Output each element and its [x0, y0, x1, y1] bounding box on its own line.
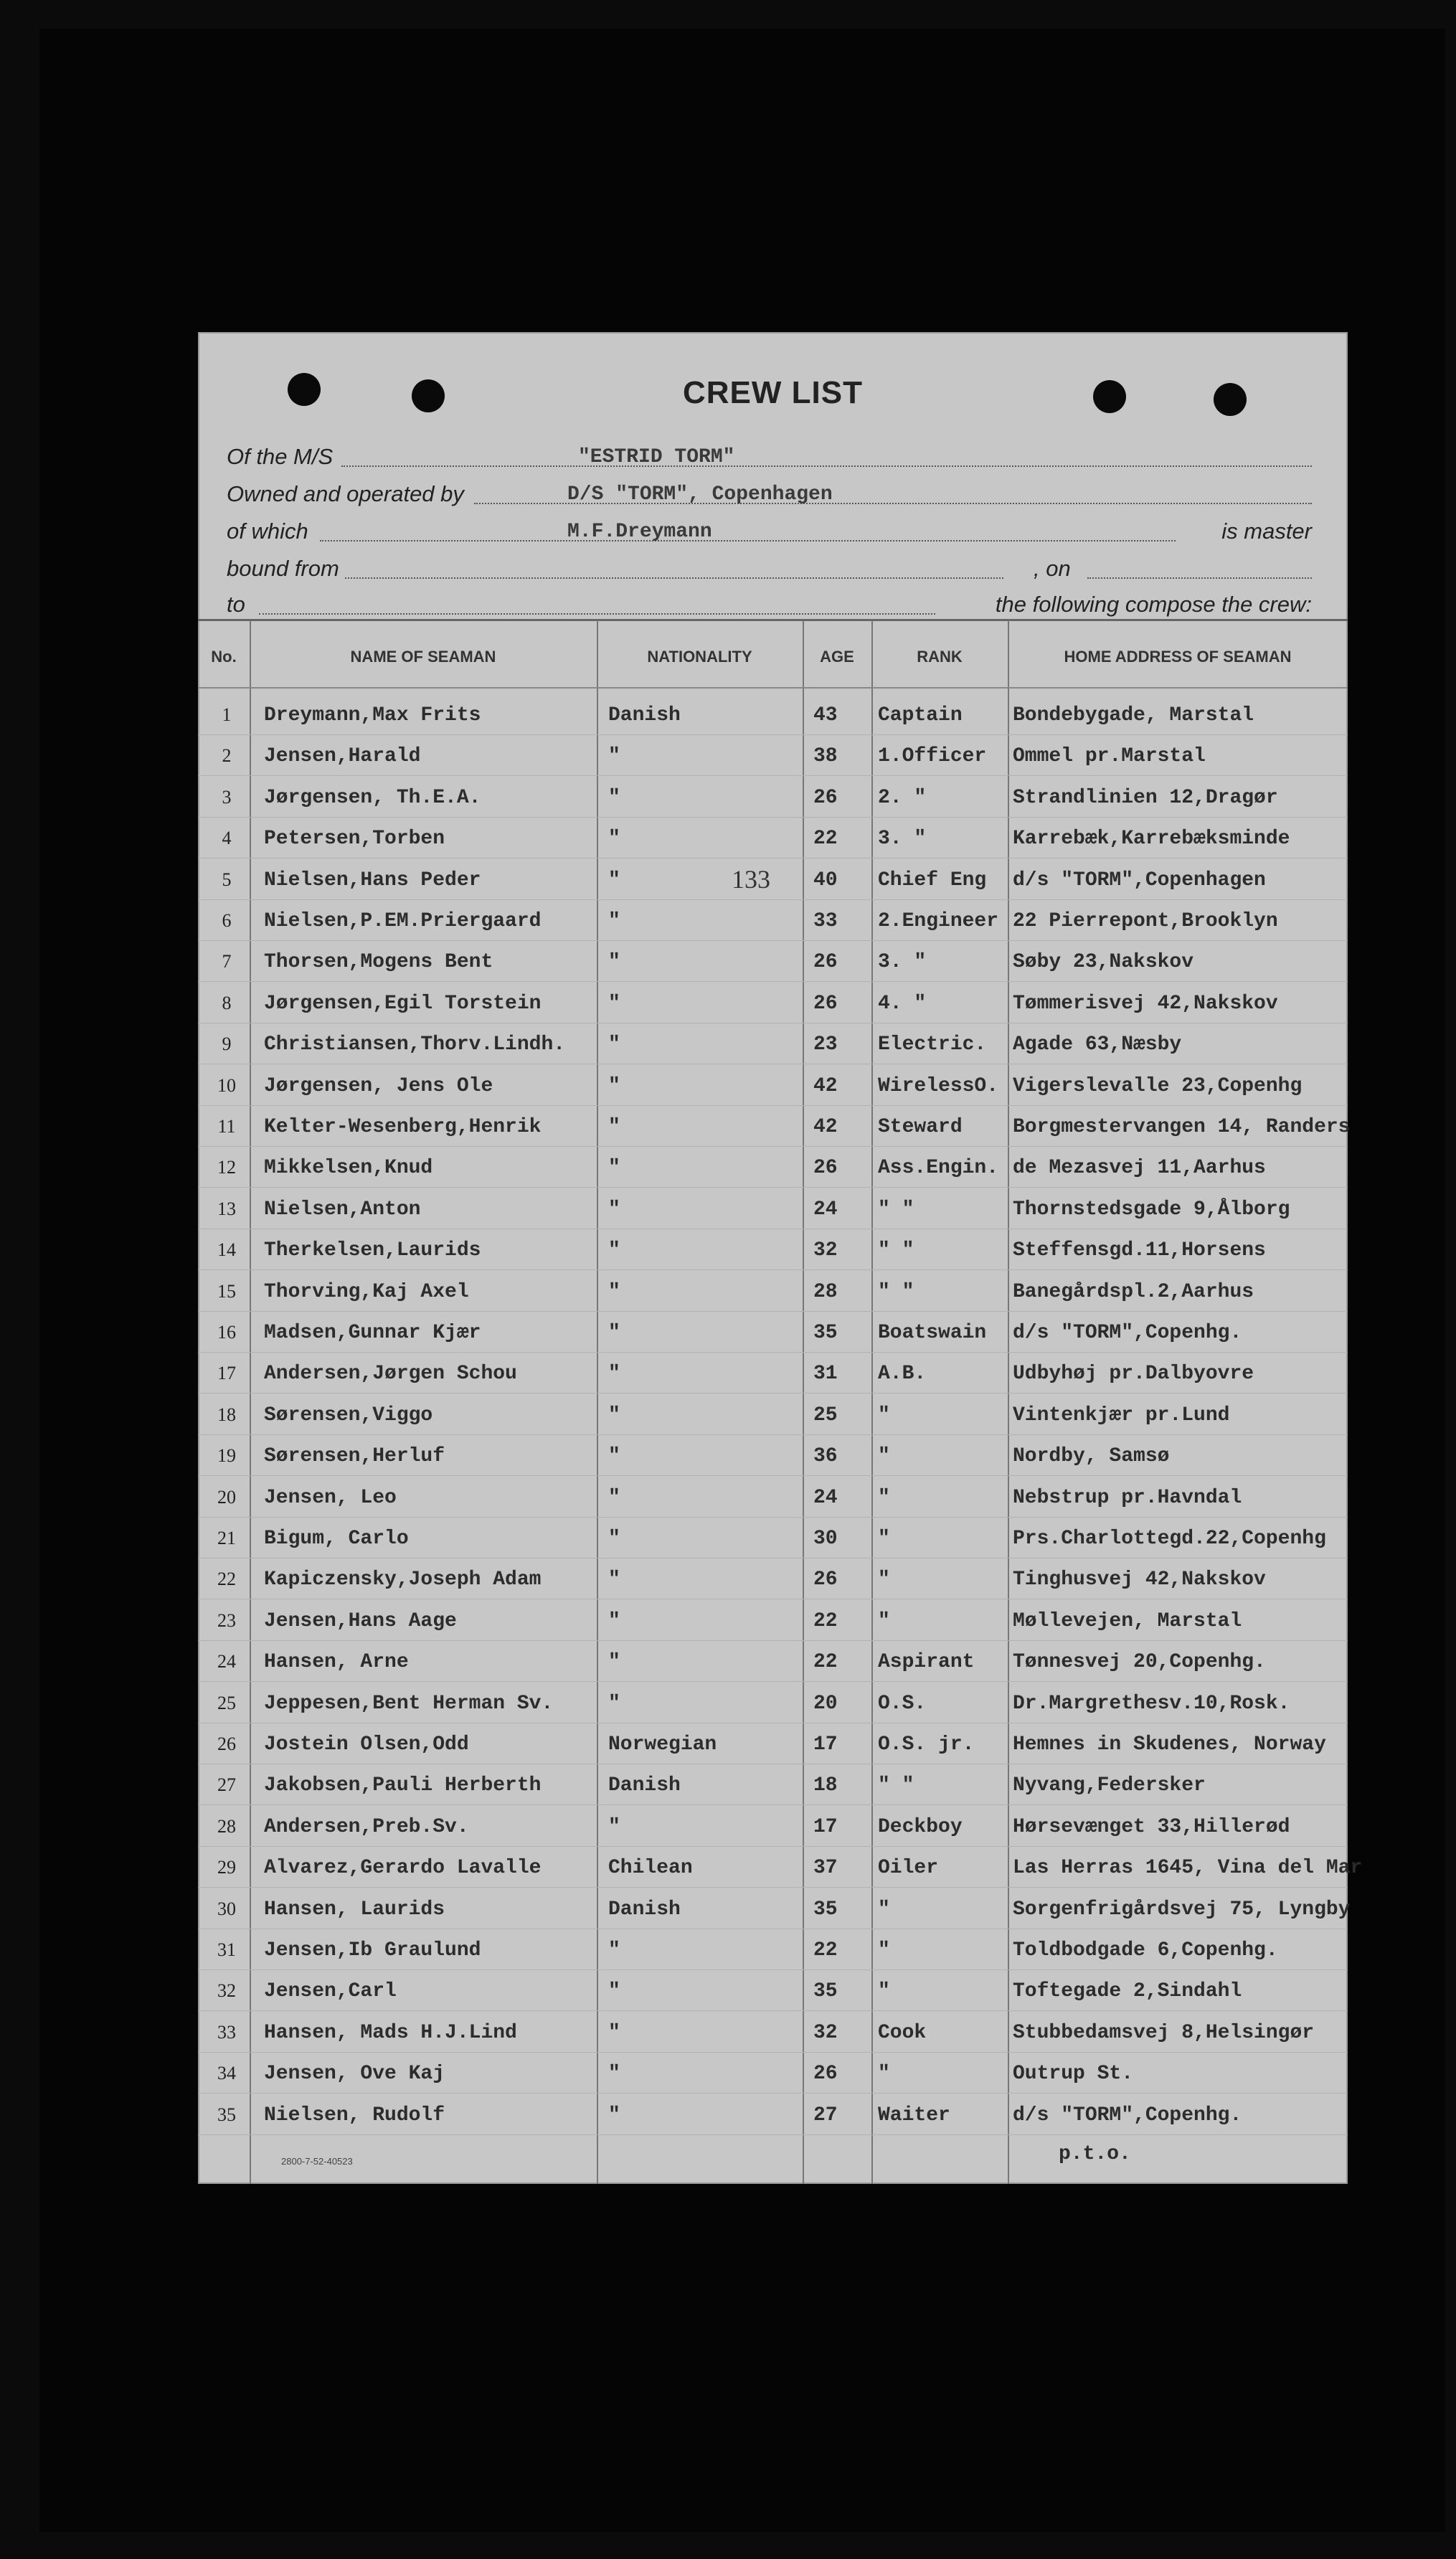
cell-age: 22 — [813, 1610, 838, 1632]
cell-no: 12 — [217, 1157, 236, 1178]
col-no: No. — [211, 648, 237, 666]
cell-rank: Cook — [878, 2022, 927, 2044]
cell-rank: Steward — [878, 1116, 963, 1138]
cell-rank: " — [878, 1487, 890, 1509]
cell-nationality: " — [608, 745, 620, 767]
cell-age: 35 — [813, 1980, 838, 2002]
cell-name: Jørgensen, Th.E.A. — [264, 787, 481, 809]
cell-address: Dr.Margrethesv.10,Rosk. — [1013, 1693, 1290, 1715]
cell-nationality: " — [608, 1487, 620, 1509]
cell-address: Hemnes in Skudenes, Norway — [1013, 1733, 1326, 1756]
cell-rank: Electric. — [878, 1033, 987, 1056]
table-row — [198, 1435, 1348, 1476]
cell-name: Jensen,Carl — [264, 1980, 397, 2002]
cell-no: 30 — [217, 1898, 236, 1919]
cell-nationality: " — [608, 1610, 620, 1632]
cell-address: Hørsevænget 33,Hillerød — [1013, 1816, 1290, 1838]
cell-age: 26 — [813, 951, 838, 973]
cell-no: 4 — [222, 828, 232, 848]
cell-nationality: " — [608, 1281, 620, 1303]
cell-address: Agade 63,Næsby — [1013, 1033, 1182, 1056]
cell-nationality: " — [608, 869, 620, 891]
cell-age: 26 — [813, 993, 838, 1015]
table-row — [198, 1641, 1348, 1682]
table-row — [198, 735, 1348, 776]
cell-rank: Oiler — [878, 1857, 939, 1879]
cell-name: Jensen, Leo — [264, 1487, 397, 1509]
cell-name: Hansen, Arne — [264, 1651, 409, 1673]
cell-name: Jørgensen, Jens Ole — [264, 1075, 493, 1097]
dotted-line — [341, 465, 1312, 467]
cell-nationality: " — [608, 910, 620, 932]
cell-rank: 2.Engineer — [878, 910, 999, 932]
cell-address: Tønnesvej 20,Copenhg. — [1013, 1651, 1266, 1673]
cell-no: 34 — [217, 2063, 236, 2083]
cell-address: Tømmerisvej 42,Nakskov — [1013, 993, 1278, 1015]
cell-nationality: " — [608, 1239, 620, 1262]
cell-no: 23 — [217, 1610, 236, 1631]
cell-rank: O.S. jr. — [878, 1733, 975, 1756]
cell-address: Strandlinien 12,Dragør — [1013, 787, 1278, 809]
cell-nationality: " — [608, 1322, 620, 1344]
cell-no: 5 — [222, 869, 232, 890]
ms-value: "ESTRID TORM" — [578, 446, 735, 468]
table-row — [198, 1188, 1348, 1229]
cell-nationality: " — [608, 1033, 620, 1056]
cell-name: Jensen,Hans Aage — [264, 1610, 457, 1632]
form-number: 2800-7-52-40523 — [281, 2156, 353, 2167]
cell-address: Borgmestervangen 14, Randers — [1013, 1116, 1351, 1138]
table-row — [198, 900, 1348, 941]
cell-address: d/s "TORM",Copenhagen — [1013, 869, 1266, 891]
cell-address: Ommel pr.Marstal — [1013, 745, 1206, 767]
cell-name: Alvarez,Gerardo Lavalle — [264, 1857, 542, 1879]
cell-age: 31 — [813, 1363, 838, 1385]
cell-address: d/s "TORM",Copenhg. — [1013, 1322, 1242, 1344]
cell-no: 10 — [217, 1075, 236, 1096]
cell-no: 26 — [217, 1733, 236, 1754]
cell-address: Outrup St. — [1013, 2063, 1134, 2085]
cell-rank: " — [878, 1404, 890, 1427]
table-row — [198, 1312, 1348, 1353]
cell-age: 27 — [813, 2104, 838, 2127]
table-row — [198, 983, 1348, 1023]
cell-nationality: " — [608, 2022, 620, 2044]
cell-address: Banegårdspl.2,Aarhus — [1013, 1281, 1254, 1303]
cell-nationality: Danish — [608, 704, 681, 727]
cell-name: Kapiczensky,Joseph Adam — [264, 1569, 542, 1591]
cell-nationality: " — [608, 1445, 620, 1467]
master-tail: is master — [1221, 519, 1312, 544]
cell-address: Steffensgd.11,Horsens — [1013, 1239, 1266, 1262]
cell-name: Nielsen, Rudolf — [264, 2104, 445, 2127]
cell-nationality: Chilean — [608, 1857, 693, 1879]
cell-nationality: " — [608, 951, 620, 973]
cell-no: 22 — [217, 1569, 236, 1589]
cell-nationality: Norwegian — [608, 1733, 717, 1756]
cell-name: Jostein Olsen,Odd — [264, 1733, 469, 1756]
cell-rank: 1.Officer — [878, 745, 987, 767]
cell-address: Toldbodgade 6,Copenhg. — [1013, 1939, 1278, 1962]
cell-nationality: " — [608, 1157, 620, 1179]
cell-address: Bondebygade, Marstal — [1013, 704, 1254, 727]
cell-no: 35 — [217, 2104, 236, 2125]
cell-no: 24 — [217, 1651, 236, 1672]
cell-address: Toftegade 2,Sindahl — [1013, 1980, 1242, 2002]
cell-rank: Chief Eng — [878, 869, 987, 891]
cell-rank: " — [878, 1610, 890, 1632]
to-line — [227, 587, 1312, 623]
cell-address: Nyvang,Federsker — [1013, 1774, 1206, 1797]
dotted-line — [345, 577, 1003, 579]
cell-name: Bigum, Carlo — [264, 1528, 409, 1550]
col-name: NAME OF SEAMAN — [350, 648, 496, 666]
cell-address: Stubbedamsvej 8,Helsingør — [1013, 2022, 1315, 2044]
cell-name: Nielsen,Anton — [264, 1198, 421, 1221]
cell-address: Møllevejen, Marstal — [1013, 1610, 1242, 1632]
cell-name: Sørensen,Herluf — [264, 1445, 445, 1467]
cell-rank: WirelessO. — [878, 1075, 999, 1097]
crew-list-form — [198, 332, 1363, 2184]
cell-rank: " — [878, 1980, 890, 2002]
cell-address: Prs.Charlottegd.22,Copenhg — [1013, 1528, 1326, 1550]
dotted-line — [1087, 577, 1312, 579]
cell-rank: Waiter — [878, 2104, 950, 2127]
cell-nationality: " — [608, 993, 620, 1015]
which-label: of which — [227, 519, 308, 544]
owned-value: D/S "TORM", Copenhagen — [567, 483, 833, 506]
cell-name: Petersen,Torben — [264, 828, 445, 850]
table-row — [198, 1229, 1348, 1270]
cell-age: 35 — [813, 1322, 838, 1344]
cell-address: Sorgenfrigårdsvej 75, Lyngby — [1013, 1898, 1351, 1921]
cell-age: 28 — [813, 1281, 838, 1303]
cell-name: Kelter-Wesenberg,Henrik — [264, 1116, 542, 1138]
cell-no: 16 — [217, 1322, 236, 1343]
cell-name: Thorving,Kaj Axel — [264, 1281, 469, 1303]
cell-nationality: Danish — [608, 1898, 681, 1921]
cell-name: Jensen, Ove Kaj — [264, 2063, 445, 2085]
cell-rank: " — [878, 1569, 890, 1591]
table-row — [198, 1888, 1351, 1929]
cell-nationality: " — [608, 1939, 620, 1962]
table-row — [198, 941, 1348, 982]
table-row — [198, 1558, 1348, 1599]
cell-no: 2 — [222, 745, 232, 766]
cell-rank: " " — [878, 1198, 914, 1221]
cell-rank: 4. " — [878, 993, 927, 1015]
cell-age: 18 — [813, 1774, 838, 1797]
cell-rank: " " — [878, 1774, 914, 1797]
cell-name: Sørensen,Viggo — [264, 1404, 433, 1427]
col-nationality: NATIONALITY — [647, 648, 752, 666]
cell-address: d/s "TORM",Copenhg. — [1013, 2104, 1242, 2127]
table-row — [198, 1477, 1348, 1518]
cell-nationality: " — [608, 2104, 620, 2127]
cell-nationality: " — [608, 1569, 620, 1591]
cell-rank: 2. " — [878, 787, 927, 809]
table-row — [198, 1065, 1348, 1106]
cell-age: 24 — [813, 1198, 838, 1221]
cell-name: Jakobsen,Pauli Herberth — [264, 1774, 542, 1797]
master-value: M.F.Dreymann — [567, 521, 712, 543]
cell-age: 26 — [813, 1157, 838, 1179]
cell-nationality: " — [608, 1404, 620, 1427]
cell-age: 26 — [813, 787, 838, 809]
to-label: to — [227, 592, 245, 617]
cell-age: 42 — [813, 1075, 838, 1097]
page-stamp: 133 — [732, 865, 770, 894]
table-row — [198, 818, 1348, 858]
cell-name: Jensen,Harald — [264, 745, 421, 767]
cell-address: Tinghusvej 42,Nakskov — [1013, 1569, 1266, 1591]
cell-address: Udbyhøj pr.Dalbyovre — [1013, 1363, 1254, 1385]
cell-rank: " — [878, 1898, 890, 1921]
cell-rank: Deckboy — [878, 1816, 963, 1838]
cell-name: Andersen,Preb.Sv. — [264, 1816, 469, 1838]
cell-nationality: " — [608, 1816, 620, 1838]
table-row — [198, 1970, 1348, 2011]
cell-name: Jørgensen,Egil Torstein — [264, 993, 542, 1015]
cell-address: Nebstrup pr.Havndal — [1013, 1487, 1242, 1509]
ms-line — [227, 440, 1312, 476]
cell-no: 6 — [222, 910, 232, 931]
cell-age: 37 — [813, 1857, 838, 1879]
cell-address: Las Herras 1645, Vina del Mar — [1013, 1857, 1363, 1879]
cell-no: 19 — [217, 1445, 236, 1466]
cell-name: Nielsen,P.EM.Priergaard — [264, 910, 542, 932]
cell-age: 32 — [813, 1239, 838, 1262]
cell-age: 36 — [813, 1445, 838, 1467]
cell-rank: O.S. — [878, 1693, 927, 1715]
ms-label: Of the M/S — [227, 444, 334, 469]
cell-name: Christiansen,Thorv.Lindh. — [264, 1033, 566, 1056]
cell-age: 35 — [813, 1898, 838, 1921]
cell-age: 26 — [813, 2063, 838, 2085]
table-row — [198, 1147, 1348, 1188]
cell-address: Vintenkjær pr.Lund — [1013, 1404, 1230, 1427]
compose-tail: the following compose the crew: — [995, 592, 1312, 617]
cell-no: 13 — [217, 1198, 236, 1219]
cell-nationality: " — [608, 1980, 620, 2002]
cell-age: 43 — [813, 704, 838, 727]
table-row — [198, 1023, 1348, 1064]
cell-no: 15 — [217, 1281, 236, 1302]
cell-nationality: " — [608, 1651, 620, 1673]
col-address: HOME ADDRESS OF SEAMAN — [1064, 648, 1292, 666]
cell-rank: " " — [878, 1239, 914, 1262]
cell-age: 22 — [813, 1651, 838, 1673]
cell-no: 9 — [222, 1033, 232, 1054]
cell-name: Jeppesen,Bent Herman Sv. — [264, 1693, 554, 1715]
cell-age: 38 — [813, 745, 838, 767]
cell-no: 32 — [217, 1980, 236, 2001]
cell-rank: " — [878, 2063, 890, 2085]
cell-nationality: " — [608, 828, 620, 850]
col-rank: RANK — [917, 648, 963, 666]
cell-age: 20 — [813, 1693, 838, 1715]
cell-address: de Mezasvej 11,Aarhus — [1013, 1157, 1266, 1179]
cell-age: 30 — [813, 1528, 838, 1550]
cell-nationality: " — [608, 1075, 620, 1097]
cell-address: Thornstedsgade 9,Ålborg — [1013, 1198, 1290, 1221]
cell-name: Therkelsen,Laurids — [264, 1239, 481, 1262]
cell-no: 25 — [217, 1693, 236, 1713]
table-row — [198, 694, 1348, 735]
table-row — [198, 1600, 1348, 1641]
cell-no: 21 — [217, 1528, 236, 1548]
table-row — [198, 1683, 1348, 1723]
cell-address: 22 Pierrepont,Brooklyn — [1013, 910, 1278, 932]
cell-no: 28 — [217, 1816, 236, 1837]
cell-nationality: " — [608, 1363, 620, 1385]
cell-rank: A.B. — [878, 1363, 927, 1385]
table-row — [198, 1764, 1348, 1805]
cell-rank: " " — [878, 1281, 914, 1303]
cell-no: 18 — [217, 1404, 236, 1425]
table-row — [198, 2053, 1348, 2094]
cell-rank: 3. " — [878, 828, 927, 850]
cell-name: Thorsen,Mogens Bent — [264, 951, 493, 973]
cell-no: 7 — [222, 951, 232, 972]
table-row — [198, 1106, 1351, 1147]
cell-rank: " — [878, 1528, 890, 1550]
cell-rank: Captain — [878, 704, 963, 727]
cell-age: 25 — [813, 1404, 838, 1427]
cell-age: 23 — [813, 1033, 838, 1056]
cell-name: Hansen, Laurids — [264, 1898, 445, 1921]
cell-no: 3 — [222, 787, 232, 808]
owned-line — [227, 477, 1312, 513]
cell-name: Dreymann,Max Frits — [264, 704, 481, 727]
table-row — [198, 1271, 1348, 1312]
master-line — [227, 514, 1312, 550]
table-row — [198, 1353, 1348, 1394]
cell-nationality: " — [608, 1693, 620, 1715]
cell-name: Jensen,Ib Graulund — [264, 1939, 481, 1962]
cell-address: Karrebæk,Karrebæksminde — [1013, 828, 1290, 850]
cell-address: Søby 23,Nakskov — [1013, 951, 1194, 973]
cell-name: Mikkelsen,Knud — [264, 1157, 433, 1179]
cell-address: Nordby, Samsø — [1013, 1445, 1170, 1467]
cell-nationality: " — [608, 1198, 620, 1221]
cell-no: 8 — [222, 993, 232, 1013]
table-row — [198, 1394, 1348, 1435]
cell-name: Nielsen,Hans Peder — [264, 869, 481, 891]
form-title: CREW LIST — [683, 375, 863, 410]
cell-no: 29 — [217, 1857, 236, 1878]
cell-name: Madsen,Gunnar Kjær — [264, 1322, 481, 1344]
cell-rank: " — [878, 1939, 890, 1962]
bound-line — [227, 552, 1312, 587]
cell-no: 17 — [217, 1363, 236, 1383]
table-row — [198, 2012, 1348, 2053]
table-row — [198, 1806, 1348, 1847]
on-label: , on — [1034, 556, 1071, 581]
dotted-line — [259, 613, 935, 615]
cell-rank: Aspirant — [878, 1651, 975, 1673]
cell-age: 22 — [813, 828, 838, 850]
cell-nationality: " — [608, 2063, 620, 2085]
cell-rank: " — [878, 1445, 890, 1467]
cell-age: 32 — [813, 2022, 838, 2044]
cell-no: 33 — [217, 2022, 236, 2043]
cell-no: 11 — [217, 1116, 236, 1137]
table-row — [198, 1847, 1363, 1888]
pto-note: p.t.o. — [1059, 2143, 1131, 2165]
dotted-line — [320, 540, 1176, 541]
cell-age: 22 — [813, 1939, 838, 1962]
table-row — [198, 2094, 1348, 2135]
cell-age: 40 — [813, 869, 838, 891]
cell-age: 24 — [813, 1487, 838, 1509]
cell-rank: Ass.Engin. — [878, 1157, 999, 1179]
cell-no: 20 — [217, 1487, 236, 1508]
cell-no: 31 — [217, 1939, 236, 1960]
cell-age: 17 — [813, 1816, 838, 1838]
cell-nationality: " — [608, 1116, 620, 1138]
cell-no: 27 — [217, 1774, 236, 1795]
cell-nationality: " — [608, 787, 620, 809]
bound-label: bound from — [227, 556, 339, 581]
cell-name: Hansen, Mads H.J.Lind — [264, 2022, 517, 2044]
table-row — [198, 777, 1348, 818]
cell-age: 26 — [813, 1569, 838, 1591]
table-row — [198, 859, 1348, 900]
table-row — [198, 1723, 1348, 1764]
cell-age: 17 — [813, 1733, 838, 1756]
cell-nationality: Danish — [608, 1774, 681, 1797]
header-rule — [198, 619, 1348, 621]
cell-no: 1 — [222, 704, 232, 725]
owned-label: Owned and operated by — [227, 481, 464, 506]
cell-no: 14 — [217, 1239, 236, 1260]
cell-rank: 3. " — [878, 951, 927, 973]
cell-age: 42 — [813, 1116, 838, 1138]
table-row — [198, 1518, 1348, 1558]
cell-rank: Boatswain — [878, 1322, 987, 1344]
col-age: AGE — [820, 648, 854, 666]
cell-nationality: " — [608, 1528, 620, 1550]
cell-name: Andersen,Jørgen Schou — [264, 1363, 517, 1385]
cell-age: 33 — [813, 910, 838, 932]
column-header-rule — [198, 687, 1348, 689]
cell-address: Vigerslevalle 23,Copenhg — [1013, 1075, 1303, 1097]
table-row — [198, 1929, 1348, 1970]
